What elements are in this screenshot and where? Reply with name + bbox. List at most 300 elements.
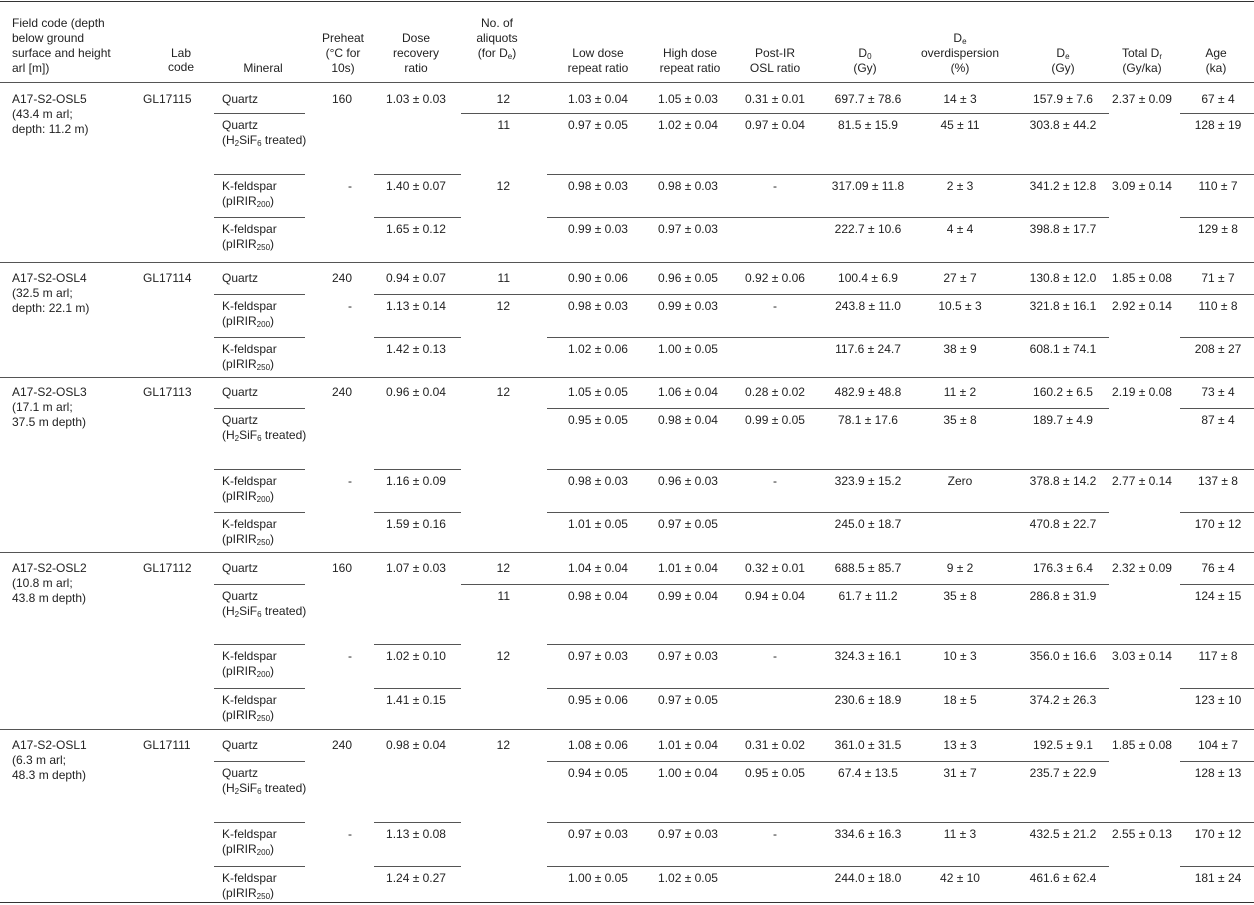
d0-cell: 697.7 ± 78.6 xyxy=(834,92,902,106)
preheat-cell: 240 xyxy=(331,385,352,399)
d0-cell: 334.6 ± 16.3 xyxy=(834,827,902,841)
high-dose-cell: 0.97 ± 0.05 xyxy=(658,517,718,531)
low-dose-cell: 1.04 ± 0.04 xyxy=(568,561,628,575)
de-cell: 130.8 ± 12.0 xyxy=(1029,271,1097,285)
row-rule-mineral xyxy=(214,174,305,175)
mineral-cell: Quartz xyxy=(222,92,259,106)
total-dr-cell: 2.19 ± 0.08 xyxy=(1112,385,1172,399)
high-dose-cell: 0.98 ± 0.03 xyxy=(658,179,718,193)
mineral-cell: Quartz xyxy=(222,561,259,575)
field-code-height: (10.8 m arl; xyxy=(12,576,73,590)
row-rule-de xyxy=(907,512,1109,513)
header-age: Age (ka) xyxy=(1205,46,1227,75)
age-cell: 181 ± 24 xyxy=(1194,871,1242,885)
row-rule-values xyxy=(547,688,907,689)
header-field-code: Field code (depth below ground surface and height arl [m]) xyxy=(12,16,111,75)
field-code-height: (17.1 m arl; xyxy=(12,400,73,414)
d0-cell: 61.7 ± 11.2 xyxy=(838,589,898,603)
mineral-cell: Quartz ($H_2SiF_6$ treated) xyxy=(222,589,307,619)
header-high-dose: High dose repeat ratio xyxy=(659,46,721,75)
de-cell: 341.2 ± 12.8 xyxy=(1029,179,1097,193)
de-od-cell: 42 ± 10 xyxy=(940,871,980,885)
de-cell: 470.8 ± 22.7 xyxy=(1029,517,1097,531)
dose-recovery-cell: 1.02 ± 0.10 xyxy=(386,649,446,663)
mineral-cell: K-feldspar (pIRIR$_{200}$) xyxy=(222,827,277,857)
de-cell: 432.5 ± 21.2 xyxy=(1029,827,1097,841)
mineral-cell: Quartz ($H_2SiF_6$ treated) xyxy=(222,413,307,443)
de-cell: 461.6 ± 62.4 xyxy=(1029,871,1097,885)
post-ir-cell: 0.28 ± 0.02 xyxy=(745,385,805,399)
row-rule-age xyxy=(1180,761,1254,762)
field-code-depth: depth: 22.1 m) xyxy=(12,301,90,315)
dose-recovery-cell: 1.03 ± 0.03 xyxy=(386,92,446,106)
row-rule-mineral xyxy=(214,644,305,645)
sample-separator-rule xyxy=(0,377,1254,378)
aliquots-cell: 12 xyxy=(496,385,510,399)
de-cell: 303.8 ± 44.2 xyxy=(1029,118,1097,132)
d0-cell: 78.1 ± 17.6 xyxy=(838,413,898,427)
row-rule-dose-recovery xyxy=(374,866,461,867)
row-rule-values xyxy=(547,294,907,295)
header-preheat: Preheat (°C for 10s) xyxy=(321,31,365,75)
lab-code: GL17112 xyxy=(143,561,192,575)
post-ir-cell: - xyxy=(773,474,777,488)
low-dose-cell: 0.97 ± 0.03 xyxy=(568,649,628,663)
header-low-dose: Low dose repeat ratio xyxy=(567,46,629,75)
mineral-cell: K-feldspar (pIRIR$_{250}$) xyxy=(222,517,277,547)
mineral-cell: K-feldspar (pIRIR$_{250}$) xyxy=(222,693,277,723)
row-rule-mineral xyxy=(214,761,305,762)
de-od-cell: 14 ± 3 xyxy=(943,92,977,106)
row-rule-total-dr xyxy=(1109,644,1180,645)
aliquots-cell: 12 xyxy=(496,649,510,663)
table-bottom-rule xyxy=(0,902,1254,903)
low-dose-cell: 1.03 ± 0.04 xyxy=(568,92,628,106)
aliquots-cell: 12 xyxy=(496,179,510,193)
d0-cell: 243.8 ± 11.0 xyxy=(835,299,901,313)
high-dose-cell: 1.02 ± 0.04 xyxy=(658,118,718,132)
row-rule-de xyxy=(907,822,1109,823)
dose-recovery-cell: 1.65 ± 0.12 xyxy=(386,222,446,236)
row-rule-age xyxy=(1180,644,1254,645)
row-rule-aliquots xyxy=(461,113,547,114)
d0-cell: 67.4 ± 13.5 xyxy=(838,766,898,780)
lab-code: GL17114 xyxy=(143,271,192,285)
age-cell: 110 ± 8 xyxy=(1198,299,1238,313)
dose-recovery-cell: 1.59 ± 0.16 xyxy=(386,517,446,531)
high-dose-cell: 1.00 ± 0.05 xyxy=(658,342,718,356)
field-code-depth: 48.3 m depth) xyxy=(12,768,87,782)
row-rule-values xyxy=(547,337,907,338)
row-rule-dose-recovery xyxy=(374,512,461,513)
row-rule-values xyxy=(547,217,907,218)
de-od-cell: 45 ± 11 xyxy=(940,118,980,132)
dose-recovery-cell: 1.24 ± 0.27 xyxy=(386,871,446,885)
age-cell: 128 ± 19 xyxy=(1194,118,1242,132)
total-dr-cell: 2.32 ± 0.09 xyxy=(1112,561,1172,575)
d0-cell: 81.5 ± 15.9 xyxy=(838,118,898,132)
age-cell: 104 ± 7 xyxy=(1198,738,1238,752)
header-d0: $D_0$ (Gy) xyxy=(853,46,877,75)
row-rule-de xyxy=(907,217,1109,218)
d0-cell: 222.7 ± 10.6 xyxy=(834,222,902,236)
d0-cell: 688.5 ± 85.7 xyxy=(834,561,902,575)
dose-recovery-cell: 1.07 ± 0.03 xyxy=(386,561,446,575)
d0-cell: 324.3 ± 16.1 xyxy=(834,649,902,663)
row-rule-mineral xyxy=(214,688,305,689)
aliquots-cell: 12 xyxy=(496,92,510,106)
row-rule-values xyxy=(547,761,907,762)
de-cell: 160.2 ± 6.5 xyxy=(1033,385,1093,399)
post-ir-cell: 0.95 ± 0.05 xyxy=(745,766,805,780)
age-cell: 128 ± 13 xyxy=(1194,766,1242,780)
lab-code: GL17115 xyxy=(143,92,192,106)
row-rule-age xyxy=(1180,866,1254,867)
high-dose-cell: 1.00 ± 0.04 xyxy=(658,766,718,780)
de-od-cell: 11 ± 2 xyxy=(943,385,977,399)
total-dr-cell: 2.37 ± 0.09 xyxy=(1112,92,1172,106)
de-od-cell: Zero xyxy=(947,474,973,488)
total-dr-cell: 1.85 ± 0.08 xyxy=(1112,271,1172,285)
age-cell: 110 ± 7 xyxy=(1198,179,1238,193)
dose-recovery-cell: 0.94 ± 0.07 xyxy=(386,271,446,285)
preheat-cell: - xyxy=(348,827,352,841)
de-cell: 192.5 ± 9.1 xyxy=(1033,738,1093,752)
total-dr-cell: 3.09 ± 0.14 xyxy=(1112,179,1172,193)
de-od-cell: 10.5 ± 3 xyxy=(938,299,982,313)
field-code-depth: 43.8 m depth) xyxy=(12,591,87,605)
age-cell: 137 ± 8 xyxy=(1198,474,1238,488)
post-ir-cell: 0.92 ± 0.06 xyxy=(745,271,805,285)
low-dose-cell: 1.05 ± 0.05 xyxy=(568,385,628,399)
high-dose-cell: 0.97 ± 0.03 xyxy=(658,649,718,663)
high-dose-cell: 1.06 ± 0.04 xyxy=(658,385,718,399)
total-dr-cell: 2.77 ± 0.14 xyxy=(1112,474,1172,488)
d0-cell: 245.0 ± 18.7 xyxy=(834,517,902,531)
aliquots-cell: 12 xyxy=(496,738,510,752)
field-code-depth: 37.5 m depth) xyxy=(12,415,87,429)
header-total-dr: Total $D_r$ (Gy/ka) xyxy=(1121,46,1163,75)
row-rule-age xyxy=(1180,174,1254,175)
row-rule-total-dr xyxy=(1109,294,1180,295)
dose-recovery-cell: 0.98 ± 0.04 xyxy=(386,738,446,752)
field-code: A17-S2-OSL5 xyxy=(12,92,87,106)
field-code-height: (6.3 m arl; xyxy=(12,753,67,767)
row-rule-values xyxy=(547,469,907,470)
dose-recovery-cell: 0.96 ± 0.04 xyxy=(386,385,446,399)
dose-recovery-cell: 1.40 ± 0.07 xyxy=(386,179,446,193)
row-rule-age xyxy=(1180,113,1254,114)
header-aliquots: No. of aliquots (for $D_e$) xyxy=(476,16,518,61)
header-dose-recovery: Dose recovery ratio xyxy=(392,31,440,75)
mineral-cell: K-feldspar (pIRIR$_{200}$) xyxy=(222,299,277,329)
dose-recovery-cell: 1.41 ± 0.15 xyxy=(386,693,446,707)
post-ir-cell: - xyxy=(773,179,777,193)
post-ir-cell: 0.94 ± 0.04 xyxy=(745,589,805,603)
dose-recovery-cell: 1.13 ± 0.14 xyxy=(386,299,446,313)
row-rule-age xyxy=(1180,469,1254,470)
low-dose-cell: 0.98 ± 0.04 xyxy=(568,589,628,603)
preheat-cell: - xyxy=(348,474,352,488)
de-od-cell: 13 ± 3 xyxy=(943,738,977,752)
aliquots-cell: 11 xyxy=(497,589,510,603)
row-rule-de xyxy=(907,294,1109,295)
row-rule-dose-recovery xyxy=(374,644,461,645)
de-od-cell: 35 ± 8 xyxy=(943,589,977,603)
row-rule-age xyxy=(1180,217,1254,218)
post-ir-cell: - xyxy=(773,827,777,841)
aliquots-cell: 12 xyxy=(496,561,510,575)
row-rule-de xyxy=(907,337,1109,338)
high-dose-cell: 0.98 ± 0.04 xyxy=(658,413,718,427)
low-dose-cell: 1.08 ± 0.06 xyxy=(568,738,628,752)
mineral-cell: Quartz xyxy=(222,271,259,285)
lab-code: GL17111 xyxy=(143,738,191,752)
low-dose-cell: 1.01 ± 0.05 xyxy=(568,517,628,531)
row-rule-de xyxy=(907,113,1109,114)
dose-recovery-cell: 1.42 ± 0.13 xyxy=(386,342,446,356)
header-mineral: Mineral xyxy=(243,61,283,75)
row-rule-dose-recovery xyxy=(374,337,461,338)
row-rule-de xyxy=(907,866,1109,867)
mineral-cell: Quartz xyxy=(222,385,259,399)
row-rule-values xyxy=(547,866,907,867)
d0-cell: 482.9 ± 48.8 xyxy=(834,385,902,399)
age-cell: 71 ± 7 xyxy=(1201,271,1235,285)
row-rule-mineral xyxy=(214,822,305,823)
mineral-cell: Quartz ($H_2SiF_6$ treated) xyxy=(222,766,307,796)
dose-recovery-cell: 1.13 ± 0.08 xyxy=(386,827,446,841)
high-dose-cell: 0.99 ± 0.03 xyxy=(658,299,718,313)
field-code: A17-S2-OSL3 xyxy=(12,385,87,399)
row-rule-values xyxy=(547,584,907,585)
aliquots-cell: 11 xyxy=(497,118,510,132)
row-rule-values xyxy=(547,822,907,823)
de-od-cell: 4 ± 4 xyxy=(946,222,974,236)
d0-cell: 244.0 ± 18.0 xyxy=(834,871,902,885)
post-ir-cell: 0.31 ± 0.01 xyxy=(745,92,805,106)
total-dr-cell: 3.03 ± 0.14 xyxy=(1112,649,1172,663)
field-code: A17-S2-OSL1 xyxy=(12,738,87,752)
preheat-cell: 240 xyxy=(331,738,352,752)
age-cell: 170 ± 12 xyxy=(1194,517,1242,531)
row-rule-de xyxy=(907,469,1109,470)
de-cell: 398.8 ± 17.7 xyxy=(1029,222,1097,236)
lab-code: GL17113 xyxy=(143,385,192,399)
row-rule-aliquots xyxy=(461,294,547,295)
preheat-cell: - xyxy=(348,179,352,193)
high-dose-cell: 0.97 ± 0.05 xyxy=(658,693,718,707)
row-rule-age xyxy=(1180,688,1254,689)
de-od-cell: 38 ± 9 xyxy=(943,342,977,356)
preheat-cell: 240 xyxy=(331,271,352,285)
de-cell: 235.7 ± 22.9 xyxy=(1029,766,1097,780)
age-cell: 208 ± 27 xyxy=(1194,342,1242,356)
mineral-cell: Quartz xyxy=(222,738,259,752)
row-rule-dose-recovery xyxy=(374,822,461,823)
row-rule-values xyxy=(547,408,907,409)
row-rule-values xyxy=(547,113,907,114)
low-dose-cell: 0.98 ± 0.03 xyxy=(568,179,628,193)
sample-separator-rule xyxy=(0,262,1254,263)
row-rule-age xyxy=(1180,408,1254,409)
row-rule-values xyxy=(547,644,907,645)
dose-recovery-cell: 1.16 ± 0.09 xyxy=(386,474,446,488)
row-rule-aliquots xyxy=(461,584,547,585)
row-rule-mineral xyxy=(214,113,305,114)
total-dr-cell: 2.92 ± 0.14 xyxy=(1112,299,1172,313)
header-post-ir: Post-IR OSL ratio xyxy=(749,46,801,75)
post-ir-cell: - xyxy=(773,649,777,663)
age-cell: 87 ± 4 xyxy=(1201,413,1235,427)
age-cell: 76 ± 4 xyxy=(1201,561,1235,575)
row-rule-age xyxy=(1180,294,1254,295)
high-dose-cell: 0.96 ± 0.03 xyxy=(658,474,718,488)
row-rule-dose-recovery xyxy=(374,688,461,689)
de-od-cell: 18 ± 5 xyxy=(943,693,977,707)
low-dose-cell: 0.98 ± 0.03 xyxy=(568,474,628,488)
high-dose-cell: 0.97 ± 0.03 xyxy=(658,827,718,841)
preheat-cell: 160 xyxy=(331,92,352,106)
row-rule-dose-recovery xyxy=(374,174,461,175)
row-rule-mineral xyxy=(214,294,305,295)
row-rule-de xyxy=(907,761,1109,762)
row-rule-dose-recovery xyxy=(374,217,461,218)
de-cell: 286.8 ± 31.9 xyxy=(1029,589,1097,603)
de-od-cell: 35 ± 8 xyxy=(943,413,977,427)
row-rule-mineral xyxy=(214,512,305,513)
age-cell: 67 ± 4 xyxy=(1201,92,1235,106)
row-rule-mineral xyxy=(214,337,305,338)
field-code-height: (32.5 m arl; xyxy=(12,286,73,300)
age-cell: 129 ± 8 xyxy=(1198,222,1238,236)
d0-cell: 230.6 ± 18.9 xyxy=(834,693,902,707)
de-cell: 378.8 ± 14.2 xyxy=(1029,474,1097,488)
row-rule-de xyxy=(907,408,1109,409)
mineral-cell: K-feldspar (pIRIR$_{250}$) xyxy=(222,222,277,252)
high-dose-cell: 1.01 ± 0.04 xyxy=(658,738,718,752)
total-dr-cell: 1.85 ± 0.08 xyxy=(1112,738,1172,752)
high-dose-cell: 0.99 ± 0.04 xyxy=(658,589,718,603)
post-ir-cell: 0.32 ± 0.01 xyxy=(745,561,805,575)
aliquots-cell: 12 xyxy=(496,299,510,313)
row-rule-age xyxy=(1180,337,1254,338)
high-dose-cell: 1.05 ± 0.03 xyxy=(658,92,718,106)
low-dose-cell: 0.99 ± 0.03 xyxy=(568,222,628,236)
mineral-cell: K-feldspar (pIRIR$_{200}$) xyxy=(222,474,277,504)
row-rule-de xyxy=(907,174,1109,175)
row-rule-values xyxy=(547,512,907,513)
age-cell: 170 ± 12 xyxy=(1194,827,1242,841)
row-rule-values xyxy=(547,174,907,175)
high-dose-cell: 1.02 ± 0.05 xyxy=(658,871,718,885)
de-cell: 176.3 ± 6.4 xyxy=(1033,561,1093,575)
field-code-height: (43.4 m arl; xyxy=(12,107,73,121)
de-od-cell: 2 ± 3 xyxy=(946,179,974,193)
d0-cell: 100.4 ± 6.9 xyxy=(838,271,898,285)
de-od-cell: 31 ± 7 xyxy=(943,766,977,780)
de-cell: 374.2 ± 26.3 xyxy=(1029,693,1097,707)
low-dose-cell: 0.97 ± 0.05 xyxy=(568,118,628,132)
de-cell: 608.1 ± 74.1 xyxy=(1029,342,1097,356)
post-ir-cell: 0.99 ± 0.05 xyxy=(745,413,805,427)
high-dose-cell: 0.96 ± 0.05 xyxy=(658,271,718,285)
d0-cell: 317.09 ± 11.8 xyxy=(831,179,905,193)
row-rule-dose-recovery xyxy=(374,469,461,470)
row-rule-age xyxy=(1180,512,1254,513)
preheat-cell: - xyxy=(348,649,352,663)
de-cell: 356.0 ± 16.6 xyxy=(1029,649,1097,663)
row-rule-mineral xyxy=(214,866,305,867)
d0-cell: 361.0 ± 31.5 xyxy=(834,738,902,752)
row-rule-dose-recovery xyxy=(374,294,461,295)
mineral-cell: Quartz ($H_2SiF_6$ treated) xyxy=(222,118,307,148)
mineral-cell: K-feldspar (pIRIR$_{200}$) xyxy=(222,649,277,679)
row-rule-de xyxy=(907,644,1109,645)
high-dose-cell: 0.97 ± 0.03 xyxy=(658,222,718,236)
row-rule-age xyxy=(1180,584,1254,585)
sample-separator-rule xyxy=(0,729,1254,730)
row-rule-de xyxy=(907,688,1109,689)
low-dose-cell: 0.95 ± 0.05 xyxy=(568,413,628,427)
post-ir-cell: 0.31 ± 0.02 xyxy=(745,738,805,752)
row-rule-mineral xyxy=(214,469,305,470)
de-od-cell: 10 ± 3 xyxy=(943,649,977,663)
d0-cell: 117.6 ± 24.7 xyxy=(835,342,901,356)
low-dose-cell: 1.02 ± 0.06 xyxy=(568,342,628,356)
de-od-cell: 11 ± 3 xyxy=(943,827,977,841)
header-bottom-rule xyxy=(0,82,1254,83)
preheat-cell: - xyxy=(348,299,352,313)
age-cell: 123 ± 10 xyxy=(1194,693,1242,707)
de-od-cell: 27 ± 7 xyxy=(943,271,977,285)
age-cell: 73 ± 4 xyxy=(1201,385,1235,399)
preheat-cell: 160 xyxy=(331,561,352,575)
high-dose-cell: 1.01 ± 0.04 xyxy=(658,561,718,575)
de-cell: 157.9 ± 7.6 xyxy=(1033,92,1093,106)
row-rule-mineral xyxy=(214,408,305,409)
low-dose-cell: 0.90 ± 0.06 xyxy=(568,271,628,285)
low-dose-cell: 0.97 ± 0.03 xyxy=(568,827,628,841)
row-rule-total-dr xyxy=(1109,174,1180,175)
de-od-cell: 9 ± 2 xyxy=(946,561,974,575)
row-rule-total-dr xyxy=(1109,469,1180,470)
low-dose-cell: 1.00 ± 0.05 xyxy=(568,871,628,885)
header-de: $D_e$ (Gy) xyxy=(1051,46,1075,75)
header-lab-code: Lab code xyxy=(167,46,195,74)
low-dose-cell: 0.95 ± 0.06 xyxy=(568,693,628,707)
mineral-cell: K-feldspar (pIRIR$_{250}$) xyxy=(222,342,277,372)
mineral-cell: K-feldspar (pIRIR$_{250}$) xyxy=(222,871,277,901)
age-cell: 117 ± 8 xyxy=(1198,649,1238,663)
age-cell: 124 ± 15 xyxy=(1194,589,1242,603)
mineral-cell: K-feldspar (pIRIR$_{200}$) xyxy=(222,179,277,209)
header-de-overdispersion: $D_e$ overdispersion (%) xyxy=(920,31,1000,75)
de-cell: 189.7 ± 4.9 xyxy=(1033,413,1093,427)
row-rule-de xyxy=(907,584,1109,585)
low-dose-cell: 0.94 ± 0.05 xyxy=(568,766,628,780)
aliquots-cell: 11 xyxy=(497,271,510,285)
table-top-rule xyxy=(0,1,1254,2)
row-rule-age xyxy=(1180,822,1254,823)
de-cell: 321.8 ± 16.1 xyxy=(1029,299,1097,313)
field-code-depth: depth: 11.2 m) xyxy=(12,122,89,136)
post-ir-cell: 0.97 ± 0.04 xyxy=(745,118,805,132)
field-code: A17-S2-OSL4 xyxy=(12,271,87,285)
row-rule-mineral xyxy=(214,584,305,585)
row-rule-mineral xyxy=(214,217,305,218)
low-dose-cell: 0.98 ± 0.03 xyxy=(568,299,628,313)
